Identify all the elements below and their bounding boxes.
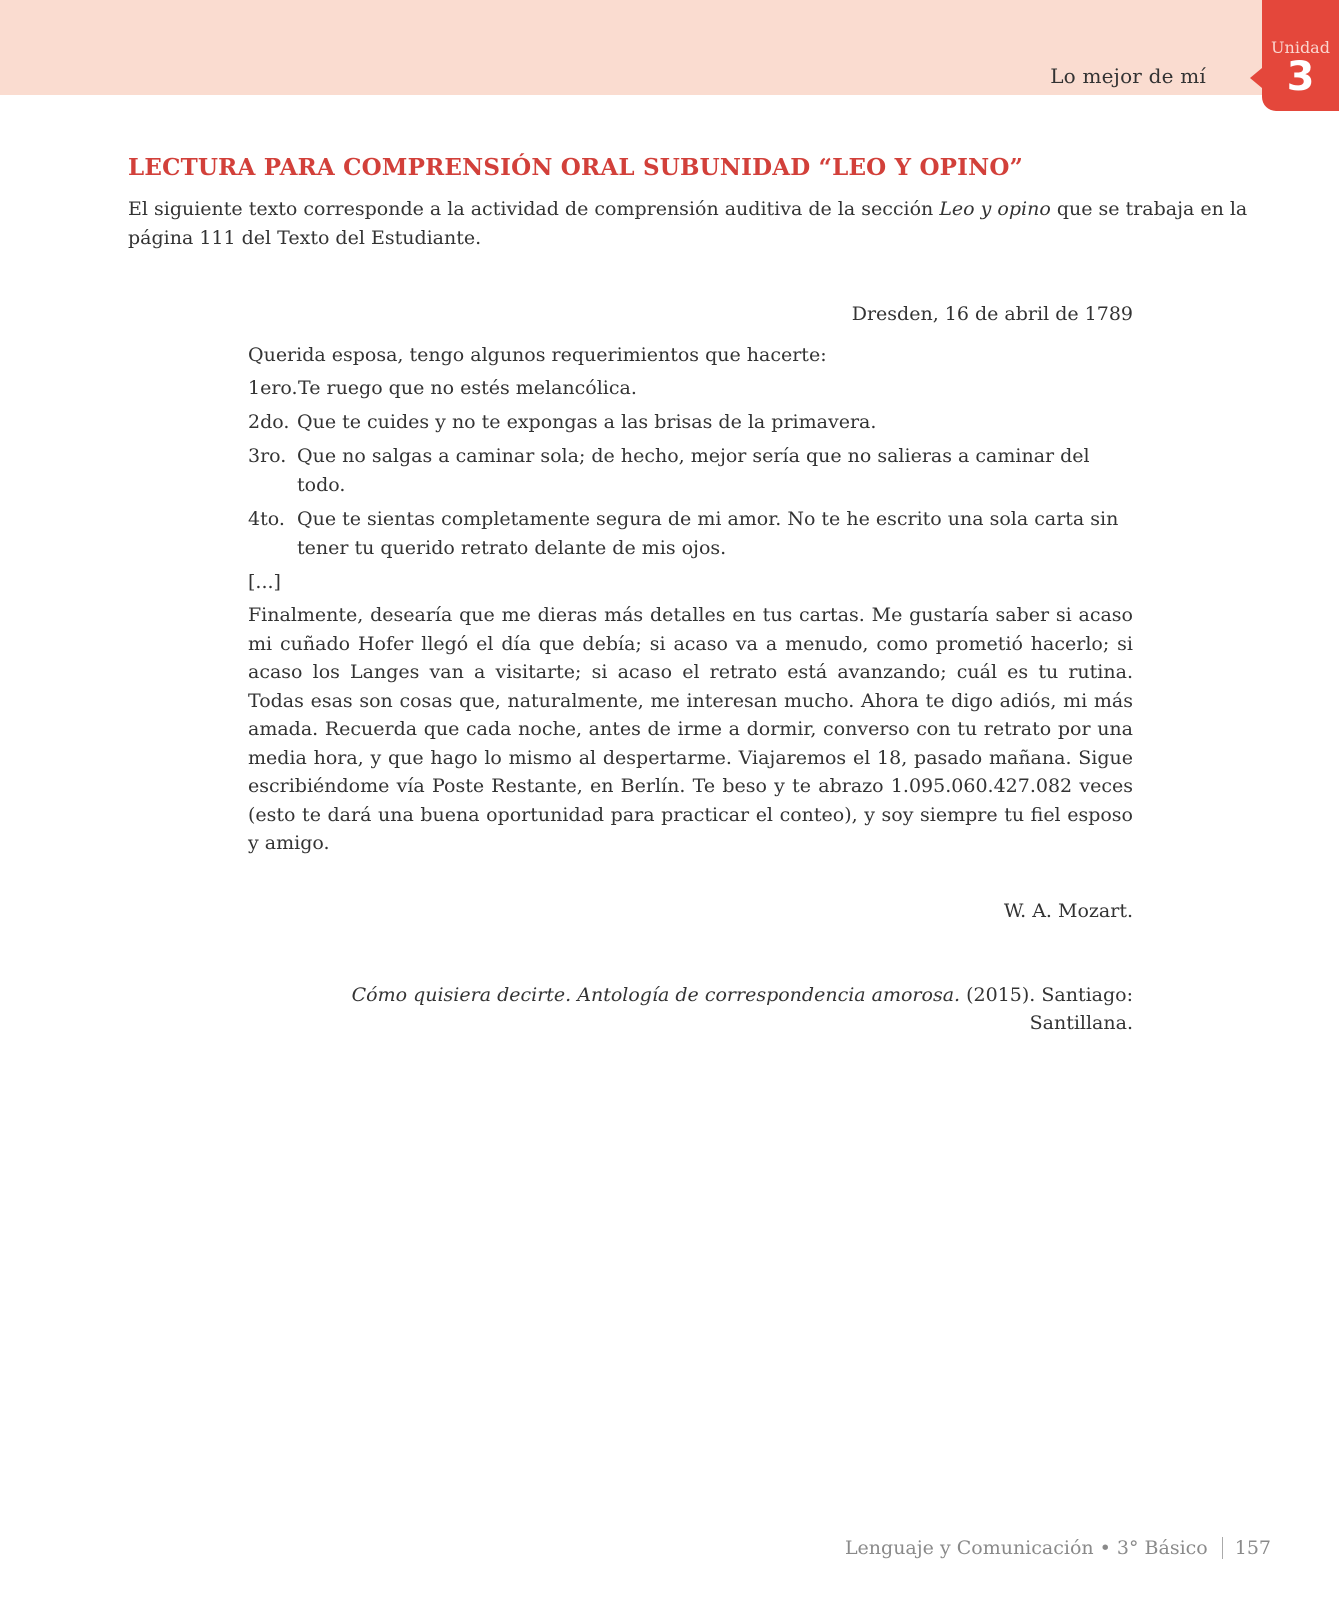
- unit-tab: [1262, 0, 1339, 111]
- unit-number: 3: [1286, 54, 1315, 100]
- unit-label: Unidad: [1271, 38, 1330, 57]
- request-number: 3ro.: [248, 445, 287, 467]
- request-text: Que te sientas completamente segura de mi amor. No te he escrito una sola carta sin tener tu querido retrato delante de mis ojos.: [297, 508, 1119, 559]
- unit-title: Lo mejor de mí: [1050, 64, 1206, 88]
- request-number: 4to.: [248, 508, 285, 530]
- intro-text-end: que se trabaja en la página 111 del Texto del Estudiante.: [128, 198, 1248, 249]
- request-item: [248, 374, 1133, 403]
- request-item: [248, 442, 1133, 500]
- letter-body: Finalmente, desearía que me dieras más detalles en tus cartas. Me gustaría saber si acaso mi cuñado Hofer llegó el día que debía; si acaso va a menudo, como prometió hacerlo; si acaso los Langes van a visitarte; si acaso el retrato está avanzando; cuál es tu rutina. Todas esas son cosas que, naturalmente, me interesan mucho. Ahora te digo adiós, mi más amada. Recuerda que cada noche, antes de irme a dormir, converso con tu retrato por una media hora, y que hago lo mismo al despertarme. Viajaremos el 18, pasado mañana. Sigue escribiéndome vía Poste Restante, en Berlín. Te beso y te abrazo 1.095.060.427.082 veces (esto te dará una buena oportunidad para practicar el conteo), y soy siempre tu fiel esposo y amigo.: [248, 604, 1133, 854]
- footer-subject: Lenguaje y Comunicación • 3° Básico: [844, 1537, 1208, 1559]
- request-item: [248, 505, 1133, 563]
- request-text: Que no salgas a caminar sola; de hecho, mejor sería que no salieras a caminar del todo.: [297, 445, 1090, 496]
- request-number: 1ero.: [248, 377, 298, 399]
- request-text: Que te cuides y no te expongas a las brisas de la primavera.: [297, 411, 877, 433]
- letter: [248, 300, 1133, 1037]
- page-footer: [845, 1537, 1271, 1559]
- request-item: [248, 408, 1133, 437]
- letter-signature: W. A. Mozart.: [1003, 899, 1133, 922]
- letter-date: Dresden, 16 de abril de 1789: [851, 303, 1133, 325]
- section-heading: LECTURA PARA COMPRENSIÓN ORAL SUBUNIDAD “LEO Y OPINO”: [128, 154, 1024, 181]
- source-publication: (2015). Santiago: Santillana.: [960, 983, 1133, 1034]
- unit-tab-pointer: [1250, 68, 1262, 88]
- intro-text-start: El siguiente texto corresponde a la actividad de comprensión auditiva de la sección: [128, 198, 940, 220]
- footer-divider: [1222, 1537, 1223, 1559]
- intro-paragraph: [128, 195, 1253, 253]
- page-number: 157: [1234, 1537, 1271, 1559]
- intro-section-name: Leo y opino: [939, 198, 1051, 220]
- letter-salutation: Querida esposa, tengo algunos requerimientos que hacerte:: [248, 344, 827, 366]
- request-text: Te ruego que no estés melancólica.: [298, 377, 637, 399]
- request-number: 2do.: [248, 411, 290, 433]
- source-citation: [248, 981, 1133, 1037]
- source-title: Cómo quisiera decirte. Antología de correspondencia amorosa.: [351, 983, 961, 1006]
- omission-mark: [...]: [248, 571, 281, 593]
